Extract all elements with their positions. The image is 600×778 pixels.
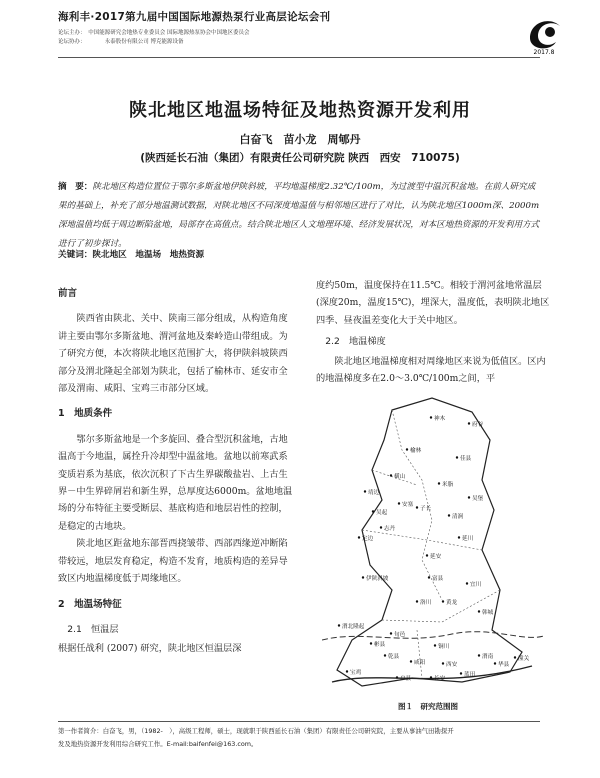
map-label: 黄龙 <box>446 600 458 606</box>
map-label: 渭南 <box>482 654 494 660</box>
map-label: 咸阳 <box>414 660 426 666</box>
map-label: 清涧 <box>452 514 464 520</box>
map-label: 横山 <box>394 474 406 480</box>
map-label: 户县 <box>400 676 412 682</box>
paragraph: 陕北地区距盆地东部晋西挠皱带、西部西缘逆冲断陷带较远，地层发育稳定，构造不发育，地质构造的差异导致区内地温梯度低于周缘地区。 <box>58 538 288 585</box>
map-city-dot <box>396 676 398 678</box>
uplift-boundary-line <box>322 632 544 640</box>
map-label: 乾县 <box>388 654 400 660</box>
map-city-dot <box>430 676 432 678</box>
map-city-dot <box>478 610 480 612</box>
header-meta-line: 论坛主办： 中国能源研究会地热专业委员会 国际地源热泵协会中国地区委员会 <box>58 30 250 36</box>
map-label: 子长 <box>420 506 432 512</box>
figure-caption: 图１ 研究范围图 <box>398 702 458 711</box>
map-label: 吴堡 <box>472 496 484 502</box>
map-city-dot <box>416 506 418 508</box>
keywords: 关键词：陕北地区 地温场 地热资源 <box>58 250 205 260</box>
subsection-heading: 2.1 恒温层 <box>67 623 119 635</box>
map-label: 旬邑 <box>394 632 406 638</box>
paragraph: 陕西省由陕北、关中、陕南三部分组成，从构造角度讲主要由鄂尔多斯盆地、渭河盆地及秦岭造山带组成。为了研究方便，本次将陕北地区范围扩大，将伊陕斜坡陕西部分及渭北隆起全部划为陕北，包括了榆林市、延安市全部及渭南、咸阳、宝鸡三市部分区域。 <box>58 313 288 395</box>
map-city-dot <box>384 654 386 656</box>
map-label: 定边 <box>362 536 374 542</box>
map-city-dot <box>338 624 340 626</box>
map-city-dot <box>468 496 470 498</box>
map-label: 西安 <box>446 662 458 668</box>
map-city-dot <box>390 474 392 476</box>
section-heading: 前言 <box>58 288 78 299</box>
study-area-boundary <box>337 398 522 686</box>
map-city-dot <box>346 670 348 672</box>
map-label: 韩城 <box>482 610 494 616</box>
paragraph: 根据任战利 (2007) 研究，陕北地区恒温层深 <box>58 643 242 655</box>
article-authors: 白奋飞 苗小龙 周郇丹 <box>239 133 361 146</box>
map-city-dot <box>370 642 372 644</box>
abstract-text: 陕北地区构造位置位于鄂尔多斯盆地伊陕斜坡，平均地温梯度2.32℃/100m，为过渡型中温沉积盆地。在前人研究成果的基础上，补充了部分地温测试数据，对陕北地区不同深度地温值与相邻地区进行了对比，认为陕北地区1000m深、2000m深地温值均低于周边断陷盆地，局部存在高值点。结合陕北地区人文地理环境、经济发展状况，对本区地热资源的开发利用方式进行了初步探讨。 <box>58 182 540 249</box>
map-city-dot <box>390 632 392 634</box>
map-city-dot <box>442 662 444 664</box>
map-label: 延川 <box>462 536 474 542</box>
article-title: 陕北地区地温场特征及地热资源开发利用 <box>129 100 471 121</box>
conference-logo <box>520 8 568 56</box>
abstract <box>58 178 540 254</box>
paragraph: 鄂尔多斯盆地是一个多旋回、叠合型沉积盆地，古地温高于今地温，属拴升冷却型中温盆地。盆地以前寒武系变质岩系为基底，依次沉积了下古生界碳酸盐岩、上古生界－中生界碎屑岩和新生界，总厚度达6000m。盆地地温场的分布特征主要受断层、基底构造和地层岩性的控制，是稳定的古地块。 <box>58 433 293 532</box>
map-label: 伊陕斜坡 <box>366 576 389 582</box>
map-city-dot <box>372 510 374 512</box>
map-label: 长安 <box>434 676 446 682</box>
abstract-label: 摘 要： <box>58 182 93 192</box>
map-label: 吴起 <box>376 510 388 516</box>
logo-text: 2017.8 <box>533 49 555 56</box>
map-city-dot <box>398 502 400 504</box>
map-city-dot <box>406 448 408 450</box>
paragraph: 度约50m，温度保持在11.5℃。相较于渭河盆地常温层 (深度20m，温度15℃)，埋深大，温度低，表明陕北地区四季、昼夜温差变化大于关中地区。 <box>316 280 550 326</box>
left-column <box>58 277 296 658</box>
map-city-dot <box>448 514 450 516</box>
map-city-dot <box>434 644 436 646</box>
district-borders <box>362 410 500 678</box>
article-affiliation: (陕西延长石油（集团）有限责任公司研究院 陕西 西安 710075) <box>140 152 460 164</box>
map-label: 洛川 <box>420 600 432 606</box>
map-city-dot <box>426 554 428 556</box>
map-city-dot <box>438 482 440 484</box>
map-city-dot <box>410 660 412 662</box>
map-city-dot <box>466 582 468 584</box>
map-label: 彬县 <box>374 642 386 648</box>
map-city-dot <box>494 662 496 664</box>
footnote-line: 第一作者简介：白奋飞，男，（1982- ），高级工程师，硕士，现就职于陕西延长石油（集团）有限责任公司研究院，主要从事油气田勘探开 <box>58 727 454 735</box>
map-label: 宝鸡 <box>350 670 362 676</box>
map-label: 神木 <box>434 416 446 422</box>
map-city-dot <box>458 536 460 538</box>
section-heading: 1 地质条件 <box>58 408 113 420</box>
map-city-dot <box>428 576 430 578</box>
footer-rule <box>58 721 540 722</box>
map-city-dot <box>358 536 360 538</box>
map-label: 米脂 <box>442 482 454 488</box>
map-city-dot <box>478 654 480 656</box>
map-label: 榆林 <box>410 448 422 454</box>
header-meta-line: 论坛协办： 永泰股份有限公司 博克能源设备 <box>58 39 184 45</box>
map-label: 渭北隆起 <box>342 624 365 630</box>
map-label: 蓝田 <box>464 672 476 678</box>
right-column <box>316 277 554 387</box>
map-city-dot <box>456 456 458 458</box>
map-city-dot <box>364 490 366 492</box>
map-label: 华县 <box>498 662 510 668</box>
map-label: 佳县 <box>460 456 472 462</box>
map-city-dot <box>416 600 418 602</box>
section-heading: 2 地温场特征 <box>58 598 122 610</box>
map-label: 宜川 <box>470 582 482 588</box>
map-city-dot <box>362 576 364 578</box>
paragraph: 陕北地区地温梯度相对周缘地区来说为低值区。区内的地温梯度多在2.0～3.0℃/100m之间，平 <box>316 355 546 385</box>
map-city-dot <box>468 422 470 424</box>
map-city-dot <box>430 416 432 418</box>
footnote-line: 发及地热资源开发利用综合研究工作。E-mail:baifenfei@163.com。 <box>58 740 258 748</box>
map-label: 府谷 <box>472 422 484 428</box>
map-label: 铜川 <box>438 644 450 650</box>
header-rule <box>58 57 540 58</box>
map-city-dot <box>460 672 462 674</box>
map-label: 志丹 <box>384 526 396 532</box>
subsection-heading: 2.2 地温梯度 <box>325 336 386 348</box>
author-footnote <box>58 725 540 751</box>
map-label: 富县 <box>432 576 444 582</box>
map-city-dot <box>442 600 444 602</box>
map-label: 靖边 <box>368 490 380 496</box>
map-city-dot <box>514 656 516 658</box>
study-area-map <box>322 390 544 698</box>
map-city-dot <box>380 526 382 528</box>
map-label: 延安 <box>430 554 442 560</box>
map-label: 安塞 <box>402 502 414 508</box>
journal-header-title: 海利丰·2017第九届中国国际地源热泵行业高层论坛会刊 <box>58 11 331 23</box>
map-label: 潼关 <box>518 656 530 662</box>
